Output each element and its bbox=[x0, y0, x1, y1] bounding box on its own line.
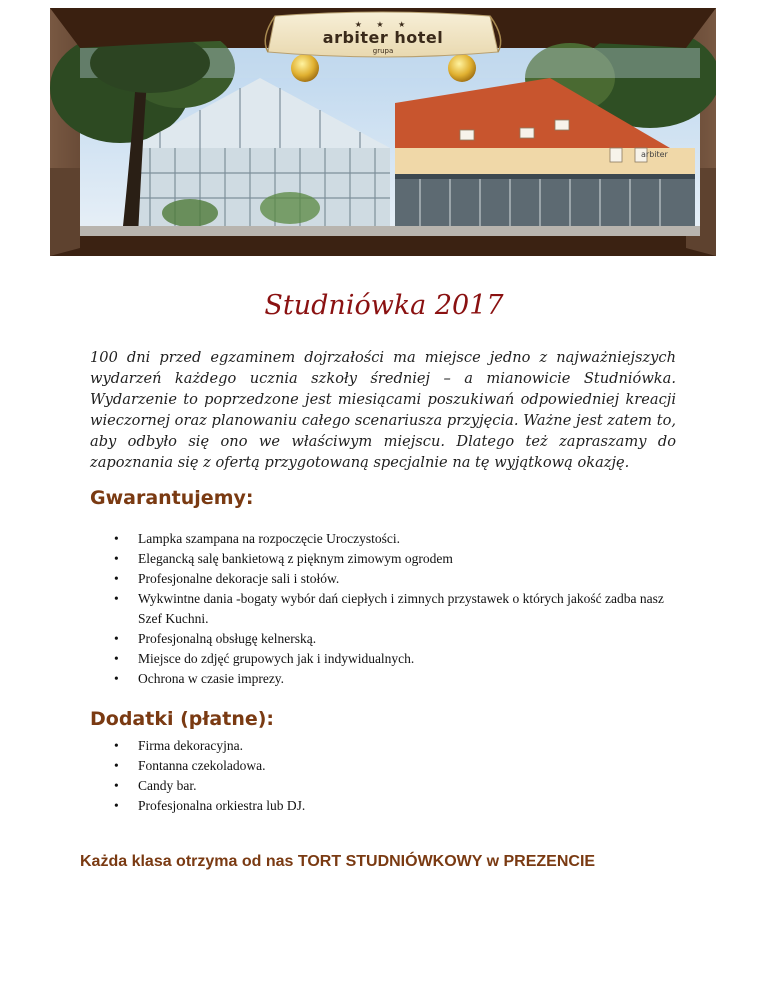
list-item-text: Fontanna czekoladowa. bbox=[138, 758, 266, 773]
list-item-text: Wykwintne dania -bogaty wybór dań ciepłych i zimnych przystawek o których jakość zadba nasz Szef Kuchni. bbox=[138, 591, 664, 626]
bullet-icon: • bbox=[114, 778, 119, 793]
bullet-icon: • bbox=[114, 671, 119, 686]
list-item bbox=[114, 776, 674, 796]
list-item bbox=[114, 569, 674, 589]
extras-list bbox=[114, 736, 674, 816]
guarantee-list bbox=[114, 529, 674, 689]
list-item bbox=[114, 756, 674, 776]
list-item-text: Lampka szampana na rozpoczęcie Uroczystości. bbox=[138, 531, 400, 546]
list-item-text: Elegancką salę bankietową z pięknym zimowym ogrodem bbox=[138, 551, 453, 566]
list-item-text: Profesjonalna orkiestra lub DJ. bbox=[138, 798, 306, 813]
hotel-banner bbox=[50, 8, 716, 256]
list-item bbox=[114, 529, 674, 549]
list-item bbox=[114, 736, 674, 756]
brand-stars: ★ ★ ★ bbox=[354, 20, 412, 29]
bullet-icon: • bbox=[114, 758, 119, 773]
list-item-text: Miejsce do zdjęć grupowych jak i indywidualnych. bbox=[138, 651, 415, 666]
list-item bbox=[114, 649, 674, 669]
list-item-text: Ochrona w czasie imprezy. bbox=[138, 671, 285, 686]
bullet-icon: • bbox=[114, 571, 119, 586]
list-item bbox=[114, 629, 674, 649]
section-heading-extras: Dodatki (płatne): bbox=[90, 708, 275, 730]
list-item-text: Profesjonalną obsługę kelnerską. bbox=[138, 631, 317, 646]
bullet-icon: • bbox=[114, 798, 119, 813]
page-title: Studniówka 2017 bbox=[264, 290, 504, 321]
bullet-icon: • bbox=[114, 738, 119, 753]
intro-paragraph: 100 dni przed egzaminem dojrzałości ma miejsce jedno z najważniejszych wydarzeń każdego ucznia szkoły średniej – a mianowicie Studniówka. Wydarzenie to poprzedzone jest miesiącami poszukiwań odpowiedniej kreacji wieczornej oraz planowaniu całego scenariusza przyjęcia. Ważne jest zatem to, aby odbyło się ono we właściwym miejscu. Dlatego też zapraszamy do zapoznania się z ofertą przygotowaną specjalnie na tę wyjątkową okazję. bbox=[90, 349, 676, 471]
list-item bbox=[114, 589, 674, 629]
list-item-text: Profesjonalne dekoracje sali i stołów. bbox=[138, 571, 340, 586]
list-item-text: Candy bar. bbox=[138, 778, 197, 793]
bullet-icon: • bbox=[114, 631, 119, 646]
cake-gift-note: Każda klasa otrzyma od nas TORT STUDNIÓWKOWY w PREZENCIE bbox=[80, 853, 596, 870]
brand-subtext: grupa bbox=[372, 47, 394, 55]
bullet-icon: • bbox=[114, 651, 119, 666]
bullet-icon: • bbox=[114, 551, 119, 566]
section-heading-guarantee: Gwarantujemy: bbox=[90, 487, 254, 509]
building-sign: arbiter bbox=[641, 150, 668, 159]
list-item-text: Firma dekoracyjna. bbox=[138, 738, 243, 753]
brand-logo-text: arbiter hotel bbox=[322, 28, 444, 47]
list-item bbox=[114, 669, 674, 689]
bullet-icon: • bbox=[114, 591, 119, 606]
bullet-icon: • bbox=[114, 531, 119, 546]
list-item bbox=[114, 796, 674, 816]
list-item bbox=[114, 549, 674, 569]
